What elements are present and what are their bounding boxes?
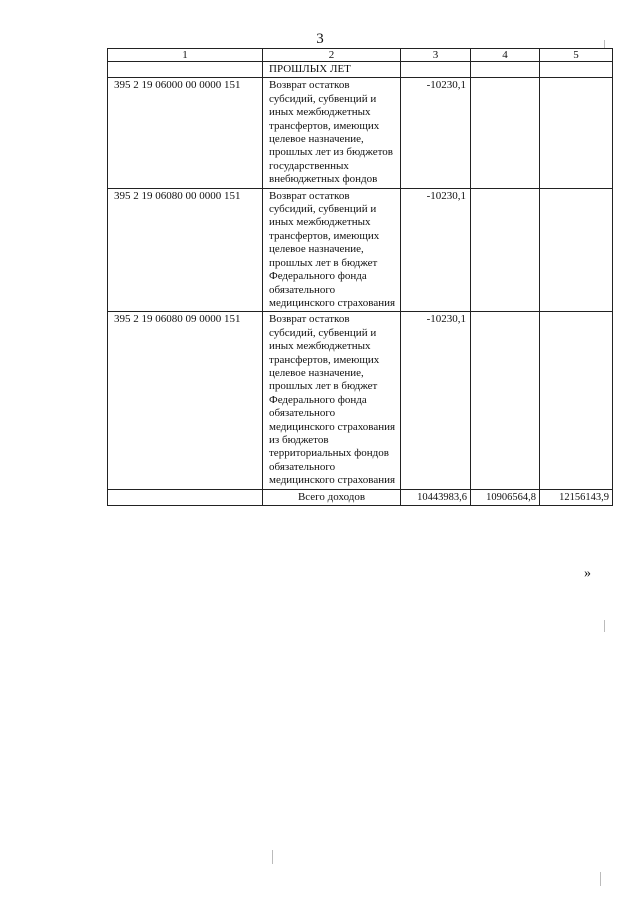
empty-cell	[108, 62, 263, 78]
table-row	[108, 188, 613, 312]
total-label: Всего доходов	[263, 489, 401, 505]
empty-cell	[471, 62, 540, 78]
table-row	[108, 78, 613, 188]
scan-mark	[604, 620, 605, 632]
amount-col3: -10230,1	[401, 312, 471, 489]
scan-mark	[272, 850, 273, 864]
amount-col5	[540, 312, 613, 489]
page-number: 3	[316, 31, 324, 47]
amount-col3: -10230,1	[401, 78, 471, 188]
amount-col5	[540, 188, 613, 312]
total-col3: 10443983,6	[401, 489, 471, 505]
closing-quote: »	[584, 566, 591, 581]
amount-col4	[471, 312, 540, 489]
total-col5: 12156143,9	[540, 489, 613, 505]
table-header-row	[108, 49, 613, 62]
total-col4: 10906564,8	[471, 489, 540, 505]
column-header-2: 2	[263, 49, 401, 62]
amount-col5	[540, 78, 613, 188]
continued-row	[108, 62, 613, 78]
total-row	[108, 489, 613, 505]
revenue-table	[107, 48, 613, 506]
column-header-1: 1	[108, 49, 263, 62]
table-row	[108, 312, 613, 489]
empty-cell	[540, 62, 613, 78]
revenue-name: Возврат остатков субсидий, субвенций и иных межбюджетных трансфертов, имеющих целевое назначение, прошлых лет в бюджет Федерального фонда обязательного медицинского страхования из бюджетов территориальных фондов обязательного медицинского страхования	[263, 312, 401, 489]
column-header-5: 5	[540, 49, 613, 62]
scan-mark	[600, 872, 601, 886]
column-header-4: 4	[471, 49, 540, 62]
amount-col4	[471, 78, 540, 188]
budget-code: 395 2 19 06080 09 0000 151	[108, 312, 263, 489]
amount-col3: -10230,1	[401, 188, 471, 312]
column-header-3: 3	[401, 49, 471, 62]
continued-label: ПРОШЛЫХ ЛЕТ	[263, 62, 401, 78]
amount-col4	[471, 188, 540, 312]
budget-code: 395 2 19 06000 00 0000 151	[108, 78, 263, 188]
empty-cell	[108, 489, 263, 505]
scan-mark	[604, 40, 605, 48]
revenue-name: Возврат остатков субсидий, субвенций и иных межбюджетных трансфертов, имеющих целевое назначение, прошлых лет в бюджет Федерального фонда обязательного медицинского страхования	[263, 188, 401, 312]
revenue-name: Возврат остатков субсидий, субвенций и иных межбюджетных трансфертов, имеющих целевое назначение, прошлых лет из бюджетов государственных внебюджетных фондов	[263, 78, 401, 188]
empty-cell	[401, 62, 471, 78]
budget-code: 395 2 19 06080 00 0000 151	[108, 188, 263, 312]
